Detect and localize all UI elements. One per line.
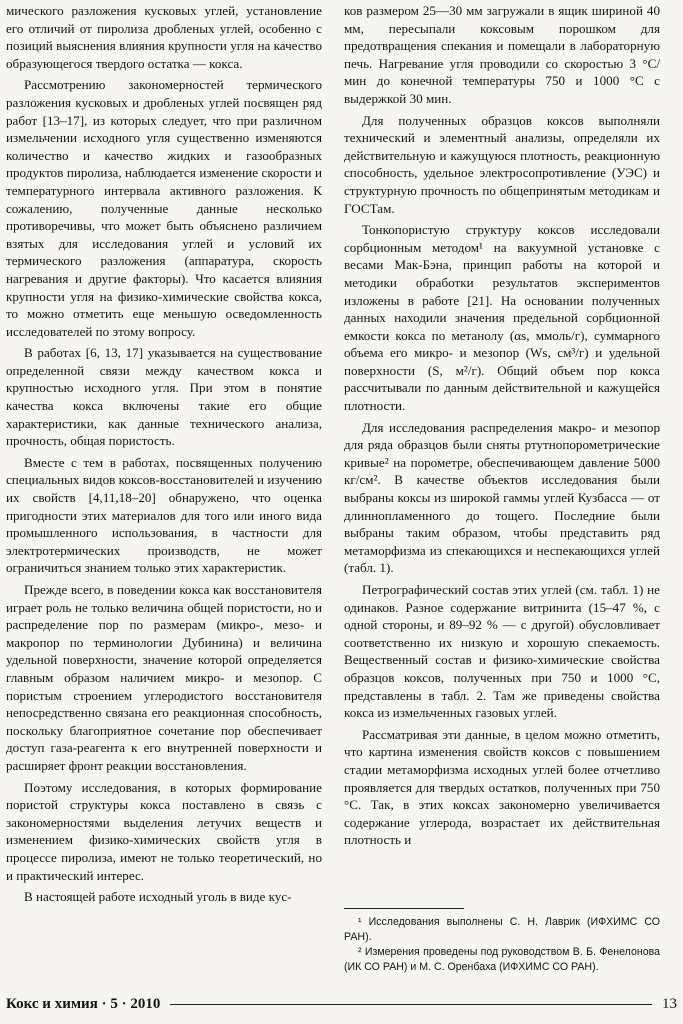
footer-divider	[170, 1004, 652, 1005]
journal-name: Кокс и химия · 5 · 2010	[6, 995, 161, 1012]
paragraph: Для исследования распределения макро- и мезопор для ряда образцов были сняты ртутнопорометрические кривые² на порометре, обеспечивающем давление 5000 кг/см². В качестве объектов исследования были выбраны коксы из широкой гаммы углей Кузбасса — от длиннопламенного до тощего. Последние были выбраны таким образом, чтобы представить ряд метаморфизма из спекающихся и неспекающихся углей (табл. 1).	[344, 419, 660, 576]
left-column	[6, 2, 322, 906]
paragraph: Прежде всего, в поведении кокса как восстановителя играет роль не только величина общей пористости, но и распределение пор по размерам (микро-, мезо- и макропор по терминологии Дубинина) и величина удельной поверхности, значение которой определяется главным образом наличием микро- и мезопор. С пористым строением углеродистого восстановителя непосредственно связана его реакционная способность, поскольку благоприятное сочетание пор обеспечивает доступ газа-реагента к его внутренней поверхности и расширяет фронт реакции восстановления.	[6, 582, 322, 773]
paragraph: Рассматривая эти данные, в целом можно отметить, что картина изменения свойств коксов с повышением стадии метаморфизма исходных углей более отчетливо проявляется для твердых остатков, полученных при 750 °С. Так, в этих коксах закономерно увеличивается содержание углерода, возрастает их действительная плотность и	[344, 726, 660, 848]
paragraph: Поэтому исследования, в которых формирование пористой структуры кокса поставлено в связь с закономерностями выделения летучих веществ и изменением физико-химических свойств угля в процессе пиролиза, имеют не только теоретический, но и практический интерес.	[6, 779, 322, 883]
footnote: ¹ Исследования выполнены С. Н. Лаврик (ИФХИМС СО РАН).	[344, 916, 660, 943]
footnote-divider	[344, 908, 464, 909]
page-footer	[6, 994, 677, 1014]
footnote: ² Измерения проведены под руководством В. Б. Фенелонова (ИК СО РАН) и М. С. Оренбаха (ИФХИМС СО РАН).	[344, 946, 660, 973]
footnotes	[344, 908, 660, 975]
page-number: 13	[662, 995, 677, 1012]
paragraph: В настоящей работе исходный уголь в виде кус-	[24, 889, 292, 905]
paragraph: Тонкопористую структуру коксов исследовали сорбционным методом¹ на вакуумной установке с весами Мак-Бэна, принцип работы на которой и методики обработки результатов экспериментов изложены в работе [21]. На основании полученных данных находили значения предельной сорбционной емкости кокса по метанолу (αs, ммоль/г), суммарного объема его микро- и мезопор (Ws, см³/г) и удельной поверхности (S, м²/г). Общий объем пор кокса рассчитывали по данным действительной и кажущейся плотности.	[344, 222, 660, 414]
paragraph: В работах [6, 13, 17] указывается на существование определенной связи между качеством кокса и крупностью исходного угля. При этом в понятие качества кокса включены такие его общие характеристики, как данные технического анализа, прочность, общая пористость.	[6, 345, 322, 449]
paragraph: Вместе с тем в работах, посвященных получению специальных видов коксов-восстановителей и изучению их свойств [4,11,18–20] обнаружено, что оценка пригодности этих материалов для того или иного вида промышленного использования, в частности для электротермических производств, не может ограничиться знанием только этих характеристик.	[6, 454, 322, 576]
right-column	[344, 2, 660, 849]
paragraph: ков размером 25—30 мм загружали в ящик шириной 40 мм, пересыпали коксовым порошком для предотвращения спекания и помещали в лабораторную печь. Нагревание угля проводили со скоростью 3 °С/мин до конечной температуры 750 и 1000 °С с выдержкой 30 мин.	[344, 3, 660, 106]
paragraph: Для полученных образцов коксов выполняли технический и элементный анализы, определяли их действительную и кажущуюся плотность, реакционную способность, удельное электросопротивление (УЭС) и структурную прочность по общепринятым методикам и ГОСТам.	[344, 112, 660, 216]
paragraph: Рассмотрению закономерностей термического разложения кусковых и дробленых углей посвящен ряд работ [13–17], из которых следует, что при различном измельчении исходного угля существенно изменяются количество и качество жидких и газообразных продуктов пиролиза, наблюдается изменение скорости и температурного интервала активного разложения. К сожалению, полученные данные несколько противоречивы, что может быть объяснено различием взятых для исследования углей и условий их термического разложения (аппаратура, скорость нагревания и другие факторы). Что касается влияния крупности угля на физико-химические свойства кокса, то можно отметить еще меньшую осведомленность исследователей по этому вопросу.	[6, 77, 322, 339]
paragraph: мического разложения кусковых углей, установление его отличий от пиролиза дробленых углей, особенно с позиций выяснения влияния крупности угля на качество образующегося твердого остатка — кокса.	[6, 3, 322, 71]
paragraph: Петрографический состав этих углей (см. табл. 1) не одинаков. Разное содержание витринита (15–47 %, с одной стороны, и 89–92 % — с другой) обусловливает соответственно их низкую и хорошую спекаемость. Вещественный состав и физико-химические свойства образцов коксов, полученных при 750 и 1000 °С, представлены в табл. 2. Там же приведены свойства кокса из измельченных газовых углей.	[344, 582, 660, 721]
